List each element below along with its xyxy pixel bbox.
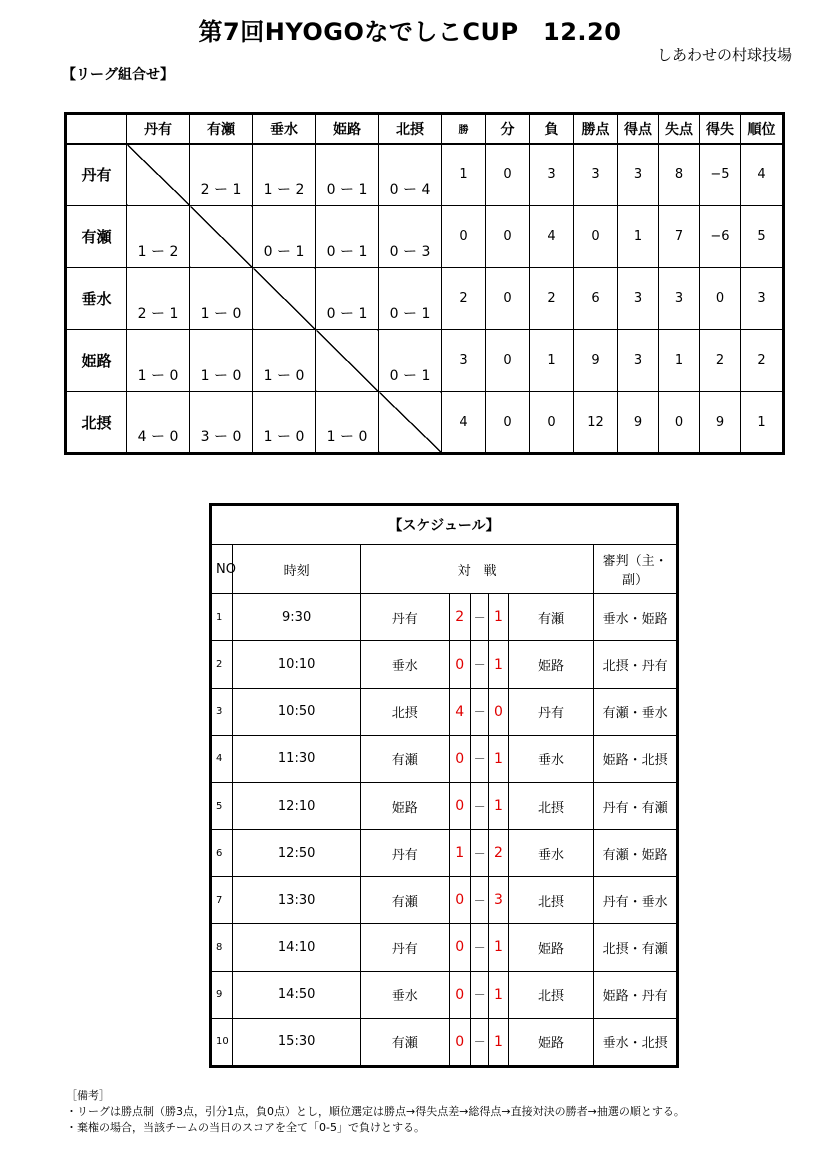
- schedule-no: 1: [211, 594, 233, 641]
- schedule-away-team: 垂水: [508, 735, 594, 782]
- league-col-team: 丹有: [127, 114, 190, 144]
- venue-label: しあわせの村球技場: [656, 46, 792, 64]
- league-row: [66, 268, 784, 330]
- schedule-referees: 垂水・姫路: [594, 594, 678, 641]
- league-table: [64, 112, 785, 455]
- match-score: 0 ー 1: [389, 306, 431, 322]
- league-stat-wins: 3: [442, 330, 486, 392]
- league-stat-losses: 3: [530, 144, 574, 206]
- league-col-goal-diff: 得失: [700, 114, 741, 144]
- schedule-no: 6: [211, 830, 233, 877]
- league-row: [66, 144, 784, 206]
- schedule-away-team: 丹有: [508, 688, 594, 735]
- league-score-cell: [127, 206, 190, 268]
- league-stat-goal-diff: −6: [700, 206, 741, 268]
- schedule-time: 10:50: [233, 688, 360, 735]
- schedule-referees: 姫路・北摂: [594, 735, 678, 782]
- league-row-team: 丹有: [66, 144, 127, 206]
- page-title: 第7回HYOGOなでしこCUP 12.20: [198, 18, 622, 46]
- league-score-cell: [316, 392, 379, 454]
- schedule-no: 8: [211, 924, 233, 971]
- schedule-caption-row: [211, 505, 678, 545]
- schedule-home-team: 姫路: [360, 782, 449, 829]
- match-score: 1 ー 0: [326, 429, 368, 445]
- league-score-cell: [379, 206, 442, 268]
- schedule-away-team: 北摂: [508, 782, 594, 829]
- schedule-home-score: 0: [449, 735, 470, 782]
- schedule-header-row: [211, 545, 678, 594]
- league-stat-rank: 1: [741, 392, 784, 454]
- league-col-wins: 勝: [442, 114, 486, 144]
- match-score: 1 ー 2: [137, 244, 179, 260]
- league-stat-losses: 0: [530, 392, 574, 454]
- schedule-home-score: 0: [449, 1018, 470, 1066]
- schedule-away-score: 2: [489, 830, 508, 877]
- schedule-score-dash: －: [470, 924, 488, 971]
- schedule-row: [211, 782, 678, 829]
- league-header-row: [66, 114, 784, 144]
- league-row: [66, 392, 784, 454]
- league-stat-points: 9: [574, 330, 618, 392]
- match-score: 0 ー 4: [389, 182, 431, 198]
- match-score: 1 ー 0: [200, 368, 242, 384]
- schedule-away-team: 垂水: [508, 830, 594, 877]
- schedule-row: [211, 594, 678, 641]
- league-self-cell: [127, 144, 190, 206]
- schedule-row: [211, 877, 678, 924]
- league-score-cell: [127, 330, 190, 392]
- league-self-cell: [316, 330, 379, 392]
- schedule-away-team: 姫路: [508, 1018, 594, 1066]
- league-score-cell: [379, 330, 442, 392]
- league-stat-rank: 4: [741, 144, 784, 206]
- notes-heading: ［備考］: [66, 1089, 110, 1102]
- schedule-time: 14:10: [233, 924, 360, 971]
- league-row: [66, 206, 784, 268]
- schedule-home-team: 有瀬: [360, 1018, 449, 1066]
- league-stat-goal-diff: −5: [700, 144, 741, 206]
- schedule-away-score: 1: [489, 594, 508, 641]
- schedule-no: 4: [211, 735, 233, 782]
- league-stat-wins: 1: [442, 144, 486, 206]
- match-score: 0 ー 1: [326, 244, 368, 260]
- schedule-referees: 姫路・丹有: [594, 971, 678, 1018]
- league-col-team: 有瀬: [190, 114, 253, 144]
- schedule-away-score: 3: [489, 877, 508, 924]
- league-col-draws: 分: [486, 114, 530, 144]
- schedule-score-dash: －: [470, 830, 488, 877]
- notes-block: [66, 1088, 685, 1136]
- schedule-away-score: 1: [489, 735, 508, 782]
- league-score-cell: [379, 268, 442, 330]
- schedule-col-referee: 審判（主・副）: [594, 545, 678, 594]
- league-stat-goal-diff: 0: [700, 268, 741, 330]
- match-score: 0 ー 1: [326, 306, 368, 322]
- league-col-team: 垂水: [253, 114, 316, 144]
- schedule-row: [211, 830, 678, 877]
- schedule-time: 14:50: [233, 971, 360, 1018]
- league-stat-goals-for: 1: [618, 206, 659, 268]
- league-score-cell: [316, 206, 379, 268]
- schedule-home-score: 0: [449, 877, 470, 924]
- schedule-no: 2: [211, 641, 233, 688]
- schedule-home-team: 丹有: [360, 924, 449, 971]
- schedule-row: [211, 735, 678, 782]
- league-score-cell: [190, 330, 253, 392]
- schedule-home-score: 0: [449, 924, 470, 971]
- schedule-home-score: 4: [449, 688, 470, 735]
- league-stat-goal-diff: 2: [700, 330, 741, 392]
- league-score-cell: [379, 144, 442, 206]
- match-score: 0 ー 3: [389, 244, 431, 260]
- schedule-referees: 垂水・北摂: [594, 1018, 678, 1066]
- league-stat-goals-for: 3: [618, 330, 659, 392]
- schedule-score-dash: －: [470, 641, 488, 688]
- league-stat-draws: 0: [486, 330, 530, 392]
- schedule-caption: 【スケジュール】: [211, 505, 678, 545]
- league-score-cell: [316, 144, 379, 206]
- schedule-time: 10:10: [233, 641, 360, 688]
- match-score: 1 ー 0: [137, 368, 179, 384]
- league-stat-rank: 3: [741, 268, 784, 330]
- match-score: 1 ー 2: [263, 182, 305, 198]
- league-stat-draws: 0: [486, 268, 530, 330]
- schedule-referees: 有瀬・姫路: [594, 830, 678, 877]
- schedule-away-team: 姫路: [508, 924, 594, 971]
- league-stat-goals-against: 0: [659, 392, 700, 454]
- match-score: 1 ー 0: [200, 306, 242, 322]
- league-stat-goals-for: 9: [618, 392, 659, 454]
- schedule-row: [211, 971, 678, 1018]
- league-stat-rank: 2: [741, 330, 784, 392]
- schedule-away-score: 1: [489, 924, 508, 971]
- schedule-score-dash: －: [470, 594, 488, 641]
- league-col-goals-for: 得点: [618, 114, 659, 144]
- league-stat-points: 0: [574, 206, 618, 268]
- schedule-home-score: 1: [449, 830, 470, 877]
- schedule-home-score: 2: [449, 594, 470, 641]
- league-stat-losses: 2: [530, 268, 574, 330]
- league-self-cell: [253, 268, 316, 330]
- schedule-no: 5: [211, 782, 233, 829]
- schedule-home-team: 有瀬: [360, 735, 449, 782]
- schedule-score-dash: －: [470, 1018, 488, 1066]
- schedule-no: 10: [211, 1018, 233, 1066]
- league-stat-draws: 0: [486, 144, 530, 206]
- schedule-referees: 丹有・垂水: [594, 877, 678, 924]
- league-col-goals-against: 失点: [659, 114, 700, 144]
- match-score: 0 ー 1: [326, 182, 368, 198]
- league-score-cell: [253, 330, 316, 392]
- league-stat-goals-for: 3: [618, 144, 659, 206]
- schedule-row: [211, 688, 678, 735]
- schedule-row: [211, 641, 678, 688]
- league-row-team: 有瀬: [66, 206, 127, 268]
- league-stat-points: 12: [574, 392, 618, 454]
- schedule-home-team: 北摂: [360, 688, 449, 735]
- league-score-cell: [127, 392, 190, 454]
- league-stat-draws: 0: [486, 392, 530, 454]
- league-score-cell: [190, 268, 253, 330]
- schedule-score-dash: －: [470, 782, 488, 829]
- schedule-time: 12:50: [233, 830, 360, 877]
- schedule-row: [211, 924, 678, 971]
- schedule-home-team: 垂水: [360, 641, 449, 688]
- league-stat-points: 3: [574, 144, 618, 206]
- schedule-away-score: 1: [489, 1018, 508, 1066]
- league-stat-goals-against: 8: [659, 144, 700, 206]
- league-stat-points: 6: [574, 268, 618, 330]
- league-col-team: 姫路: [316, 114, 379, 144]
- schedule-time: 9:30: [233, 594, 360, 641]
- schedule-home-score: 0: [449, 782, 470, 829]
- schedule-away-team: 姫路: [508, 641, 594, 688]
- league-row-team: 姫路: [66, 330, 127, 392]
- schedule-col-match: 対 戦: [360, 545, 593, 594]
- match-score: 0 ー 1: [389, 368, 431, 384]
- schedule-no: 3: [211, 688, 233, 735]
- match-score: 2 ー 1: [200, 182, 242, 198]
- league-stat-wins: 0: [442, 206, 486, 268]
- league-stat-wins: 4: [442, 392, 486, 454]
- league-stat-draws: 0: [486, 206, 530, 268]
- league-stat-goals-against: 7: [659, 206, 700, 268]
- league-score-cell: [316, 268, 379, 330]
- league-score-cell: [253, 144, 316, 206]
- league-stat-goals-against: 1: [659, 330, 700, 392]
- schedule-away-score: 1: [489, 971, 508, 1018]
- notes-line: ・リーグは勝点制（勝3点，引分1点，負0点）とし，順位選定は勝点→得失点差→総得点→直接対決の勝者→抽選の順とする。: [66, 1105, 685, 1118]
- schedule-referees: 有瀬・垂水: [594, 688, 678, 735]
- schedule-away-score: 0: [489, 688, 508, 735]
- notes-line: ・棄権の場合，当該チームの当日のスコアを全て「0-5」で負けとする。: [66, 1121, 425, 1134]
- league-row-team: 垂水: [66, 268, 127, 330]
- league-corner-cell: [66, 114, 127, 144]
- league-stat-losses: 1: [530, 330, 574, 392]
- schedule-row: [211, 1018, 678, 1066]
- league-row-team: 北摂: [66, 392, 127, 454]
- schedule-away-score: 1: [489, 782, 508, 829]
- schedule-away-team: 有瀬: [508, 594, 594, 641]
- schedule-time: 13:30: [233, 877, 360, 924]
- match-score: 2 ー 1: [137, 306, 179, 322]
- schedule-away-team: 北摂: [508, 971, 594, 1018]
- schedule-col-time: 時刻: [233, 545, 360, 594]
- schedule-away-team: 北摂: [508, 877, 594, 924]
- schedule-away-score: 1: [489, 641, 508, 688]
- league-score-cell: [253, 206, 316, 268]
- league-score-cell: [127, 268, 190, 330]
- schedule-home-team: 垂水: [360, 971, 449, 1018]
- match-score: 4 ー 0: [137, 429, 179, 445]
- schedule-home-score: 0: [449, 971, 470, 1018]
- league-section-heading: 【リーグ組合せ】: [62, 67, 174, 83]
- match-score: 3 ー 0: [200, 429, 242, 445]
- league-col-team: 北摂: [379, 114, 442, 144]
- schedule-no: 9: [211, 971, 233, 1018]
- schedule-no: 7: [211, 877, 233, 924]
- schedule-score-dash: －: [470, 688, 488, 735]
- schedule-time: 12:10: [233, 782, 360, 829]
- league-score-cell: [190, 392, 253, 454]
- schedule-score-dash: －: [470, 971, 488, 1018]
- schedule-home-team: 有瀬: [360, 877, 449, 924]
- schedule-table: [209, 503, 679, 1068]
- league-stat-wins: 2: [442, 268, 486, 330]
- league-self-cell: [379, 392, 442, 454]
- schedule-score-dash: －: [470, 735, 488, 782]
- league-stat-goals-for: 3: [618, 268, 659, 330]
- schedule-home-team: 丹有: [360, 830, 449, 877]
- match-score: 1 ー 0: [263, 429, 305, 445]
- league-col-losses: 負: [530, 114, 574, 144]
- schedule-home-team: 丹有: [360, 594, 449, 641]
- league-self-cell: [190, 206, 253, 268]
- schedule-score-dash: －: [470, 877, 488, 924]
- league-score-cell: [253, 392, 316, 454]
- league-stat-goals-against: 3: [659, 268, 700, 330]
- schedule-home-score: 0: [449, 641, 470, 688]
- schedule-referees: 北摂・丹有: [594, 641, 678, 688]
- schedule-time: 11:30: [233, 735, 360, 782]
- schedule-referees: 丹有・有瀬: [594, 782, 678, 829]
- league-score-cell: [190, 144, 253, 206]
- league-col-points: 勝点: [574, 114, 618, 144]
- schedule-referees: 北摂・有瀬: [594, 924, 678, 971]
- match-score: 1 ー 0: [263, 368, 305, 384]
- league-col-rank: 順位: [741, 114, 784, 144]
- league-row: [66, 330, 784, 392]
- league-stat-rank: 5: [741, 206, 784, 268]
- league-stat-losses: 4: [530, 206, 574, 268]
- schedule-time: 15:30: [233, 1018, 360, 1066]
- league-stat-goal-diff: 9: [700, 392, 741, 454]
- match-score: 0 ー 1: [263, 244, 305, 260]
- schedule-col-no: NO: [211, 545, 233, 594]
